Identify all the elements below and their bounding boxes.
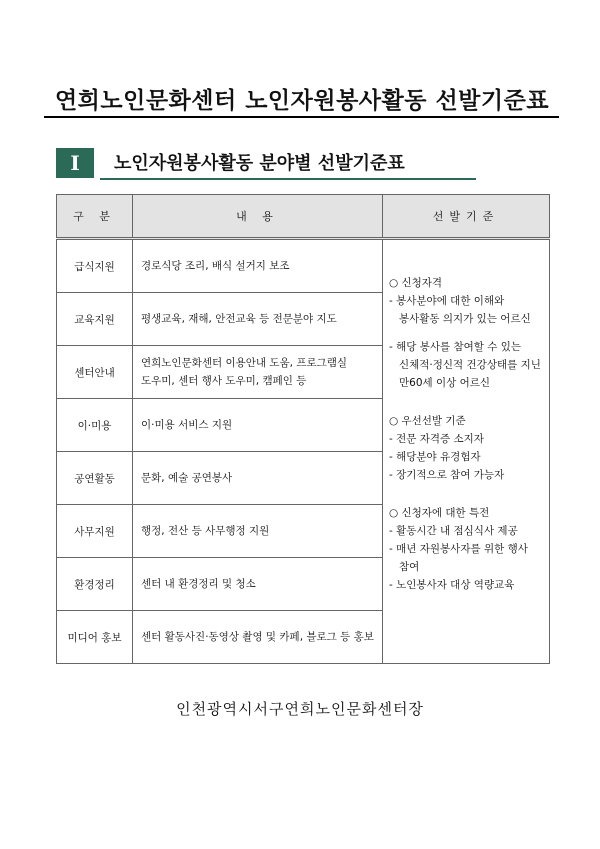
row-content: 센터 활동사진·동영상 촬영 및 카페, 블로그 등 홍보 [133, 611, 383, 664]
row-category: 교육지원 [57, 293, 133, 346]
row-category: 급식지원 [57, 239, 133, 293]
qualification-heading: ○ 신청자격 [389, 277, 443, 289]
priority-item: - 장기적으로 참여 가능자 [389, 469, 505, 481]
issuer-signature: 인천광역시서구연희노인문화센터장 [176, 700, 424, 718]
row-content: 행정, 전산 등 사무행정 지원 [133, 505, 383, 558]
benefit-item: - 활동시간 내 점심식사 제공 [389, 525, 518, 537]
priority-heading: ○ 우선선발 기준 [389, 415, 466, 427]
row-category: 이·미용 [57, 399, 133, 452]
section-number-badge: I [56, 148, 94, 178]
row-content: 센터 내 환경정리 및 청소 [133, 558, 383, 611]
priority-item: - 전문 자격증 소지자 [389, 433, 484, 445]
qualification-item-cont: 만60세 이상 어르신 [399, 377, 491, 389]
qualification-item-cont: 봉사활동 의지가 있는 어르신 [399, 313, 531, 325]
row-content: 평생교육, 재해, 안전교육 등 전문분야 지도 [133, 293, 383, 346]
table-row [57, 239, 550, 293]
qualification-item: - 봉사분야에 대한 이해와 [389, 295, 505, 307]
row-category: 환경정리 [57, 558, 133, 611]
section-title: 노인자원봉사활동 분야별 선발기준표 [114, 153, 405, 174]
row-category: 미디어 홍보 [57, 611, 133, 664]
row-content: 이·미용 서비스 지원 [133, 399, 383, 452]
qualification-item: - 해당 봉사를 참여할 수 있는 [389, 341, 522, 353]
row-category: 공연활동 [57, 452, 133, 505]
header-criteria: 선발기준 [383, 195, 550, 239]
table-header-row [57, 195, 550, 239]
benefit-item: - 매년 자원봉사자를 위한 행사 [389, 543, 528, 555]
row-category: 센터안내 [57, 346, 133, 399]
benefit-item: - 노인봉사자 대상 역량교육 [389, 579, 515, 591]
section-underline [100, 178, 476, 180]
criteria-cell [383, 239, 550, 664]
header-content: 내 용 [133, 195, 383, 239]
row-category: 사무지원 [57, 505, 133, 558]
benefit-heading: ○ 신청자에 대한 특전 [389, 507, 490, 519]
header-category: 구 분 [57, 195, 133, 239]
row-content: 문화, 예술 공연봉사 [133, 452, 383, 505]
title-underline [44, 116, 559, 118]
selection-criteria-table [56, 194, 550, 664]
document-title: 연희노인문화센터 노인자원봉사활동 선발기준표 [54, 88, 550, 114]
row-content: 경로식당 조리, 배식 설거지 보조 [133, 239, 383, 293]
benefit-item-cont: 참여 [399, 561, 420, 573]
priority-item: - 해당분야 유경험자 [389, 451, 481, 463]
row-content: 연희노인문화센터 이용안내 도움, 프로그램실 도우미, 센터 행사 도우미, 캠페인 등 [133, 346, 383, 399]
qualification-item-cont: 신체적·정신적 건강상태를 지닌 [399, 359, 541, 371]
